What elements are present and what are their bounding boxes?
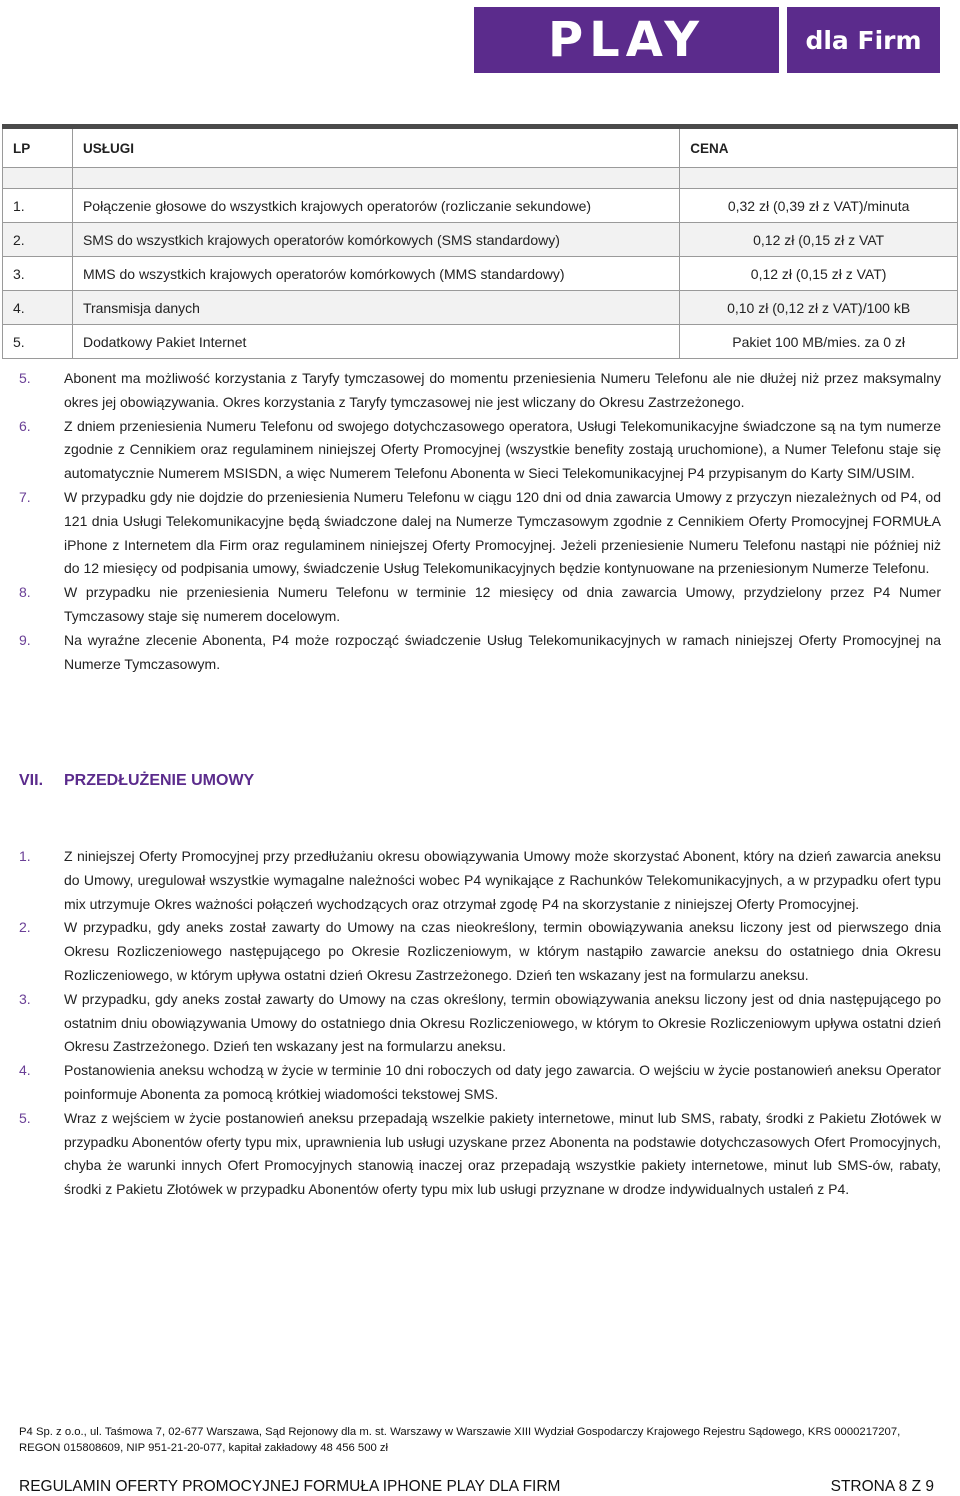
list-item: [19, 988, 941, 1059]
list-item-text: W przypadku gdy nie dojdzie do przeniesienia Numeru Telefonu w ciągu 120 dni od dnia zawarcia Umowy z przyczyn niezależnych od P4, od 121 dnia Usługi Telekomunikacyjne będą świadczone dalej na Numerze Tymczasowym zgodnie z Cennikiem Oferty Promocyjnej FORMUŁA iPhone z Internetem dla Firm oraz regulaminem niniejszej Oferty Promocyjnej. Jeżeli przeniesienie Numeru Telefonu nastąpi nie później niż do 12 miesięcy od podpisania umowy, świadczenie Usług Telekomunikacyjnych będzie kontynuowane na przeniesionym Numerze Telefonu.: [64, 488, 941, 577]
cell-service: SMS do wszystkich krajowych operatorów komórkowych (SMS standardowy): [72, 223, 679, 257]
table-row: [3, 223, 958, 257]
list-item-text: Z niniejszej Oferty Promocyjnej przy przedłużaniu okresu obowiązywania Umowy może skorzystać Abonent, który na dzień zawarcia aneksu do Umowy, uregulował wszystkie wymagalne należności wobec P4 wynikające z Rachunków Telekomunikacyjnych, a w przypadku ofert typu mix utrzymuje Okres ważności połączeń wychodzących oraz otrzymał zgodę P4 na skorzystanie z niniejszej Oferty Promocyjnej.: [64, 848, 941, 912]
list-item-text: W przypadku nie przeniesienia Numeru Telefonu w terminie 12 miesięcy od dnia zawarcia Umowy, przydzielony przez P4 Numer Tymczasowy staje się numerem docelowym.: [64, 584, 941, 624]
list-item-text: Abonent ma możliwość korzystania z Taryfy tymczasowej do momentu przeniesienia Numeru Telefonu ale nie dłużej niż przez maksymalny okres jej obowiązywania. Okres korzystania z Taryfy tymczasowej nie jest wliczany do Okresu Zastrzeżonego.: [64, 370, 941, 410]
footer-title: REGULAMIN OFERTY PROMOCYJNEJ FORMUŁA IPHONE PLAY DLA FIRM: [19, 1478, 561, 1495]
list-item-number: 2.: [19, 919, 31, 936]
play-logo: [474, 7, 940, 73]
list-item-number: 9.: [19, 631, 31, 648]
header-lp: LP: [3, 127, 73, 168]
list-item-number: 5.: [19, 1109, 31, 1126]
page-number: STRONA 8 Z 9: [830, 1478, 934, 1495]
table-spacer-row: [3, 168, 958, 189]
list-item: [19, 581, 941, 629]
list-item-number: 7.: [19, 488, 31, 505]
header-price: CENA: [680, 127, 958, 168]
list-item-text: Wraz z wejściem w życie postanowień aneksu przepadają wszelkie pakiety internetowe, minut lub SMS, rabaty, środki z Pakietu Złotówek w przypadku Abonentów oferty typu mix, uprawnienia lub usługi uzyskane przez Abonenta na podstawie dotychczasowych Ofert Promocyjnych, chyba że warunki innych Ofert Promocyjnych stanowią inaczej oraz przepadają wszystkie pakiety internetowe, minut lub SMS-ów, rabaty, środki z Pakietu Złotówek w przypadku Abonentów oferty typu mix lub usługi przyznane w drodze indywidualnych ustaleń z P4.: [64, 1109, 941, 1198]
cell-lp: 3.: [3, 257, 73, 291]
list-item-number: 1.: [19, 848, 31, 864]
list-item: [19, 1107, 941, 1202]
list-item-number: 8.: [19, 584, 31, 601]
footer-address: [19, 1424, 944, 1456]
cell-price: 0,12 zł (0,15 zł z VAT: [680, 223, 958, 257]
cell-price: 0,10 zł (0,12 zł z VAT)/100 kB: [680, 291, 958, 325]
price-table: [2, 124, 958, 359]
section-number: VII.: [19, 772, 44, 789]
table-row: [3, 291, 958, 325]
play-logo-text: PLAY: [474, 7, 779, 73]
list-item-text: W przypadku, gdy aneks został zawarty do Umowy na czas określony, termin obowiązywania aneksu liczony jest od dnia następującego po ostatnim dniu obowiązywania Umowy do ostatniego dnia Okresu Rozliczeniowego, w którym to Okresie Rozliczeniowym upływa ostatni dzień Okresu Zastrzeżonego. Dzień ten wskazany jest na formularzu aneksu.: [64, 990, 941, 1055]
list-item-text: Postanowienia aneksu wchodzą w życie w terminie 10 dni roboczych od daty jego zawarcia. O wejściu w życie postanowień aneksu Operator poinformuje Abonenta za pomocą krótkiej wiadomości tekstowej SMS.: [64, 1062, 941, 1102]
cell-lp: 5.: [3, 325, 73, 359]
cell-service: Transmisja danych: [72, 291, 679, 325]
cell-price: Pakiet 100 MB/mies. za 0 zł: [680, 325, 958, 359]
cell-service: MMS do wszystkich krajowych operatorów komórkowych (MMS standardowy): [72, 257, 679, 291]
list-item: [19, 486, 941, 581]
cell-lp: 4.: [3, 291, 73, 325]
list-item: [19, 1059, 941, 1107]
list-item-number: 3.: [19, 990, 31, 1007]
section-heading: [19, 772, 254, 790]
list-item: [19, 367, 941, 415]
list-item: [19, 845, 941, 916]
table-row: [3, 189, 958, 223]
list-item-number: 5.: [19, 370, 31, 386]
list-item-text: Z dniem przeniesienia Numeru Telefonu od swojego dotychczasowego operatora, Usługi Telekomunikacyjne świadczone są na tym numerze zgodnie z Cennikiem oraz regulaminem niniejszej Oferty Promocyjnej (wszystkie benefity zostają uruchomione), a Numer Telefonu staje się automatycznie Numerem MSISDN, a więc Numerem Telefonu Abonenta w Sieci Telekomunikacyjnej P4 przypisanym do Karty SIM/USIM.: [64, 417, 941, 482]
cell-service: Połączenie głosowe do wszystkich krajowych operatorów (rozliczanie sekundowe): [72, 189, 679, 223]
list-item: [19, 629, 941, 677]
table-header-row: [3, 127, 958, 168]
numbered-list-1: [19, 367, 941, 676]
list-item-text: W przypadku, gdy aneks został zawarty do Umowy na czas nieokreślony, termin obowiązywania aneksu liczony jest od pierwszego dnia Okresu Rozliczeniowego następującego po Okresie Rozliczeniowym, w którym nastąpiło zawarcie aneksu do ostatniego dnia Okresu Rozliczeniowego, w którym upływa ostatni dzień Okresu Zastrzeżonego. Dzień ten wskazany jest na formularzu aneksu.: [64, 919, 941, 983]
dla-firm-logo-text: dla Firm: [787, 7, 940, 73]
list-item: [19, 916, 941, 987]
footer: [19, 1478, 934, 1496]
cell-lp: 1.: [3, 189, 73, 223]
cell-service: Dodatkowy Pakiet Internet: [72, 325, 679, 359]
table-row: [3, 257, 958, 291]
numbered-list-2: [19, 845, 941, 1202]
section-title: PRZEDŁUŻENIE UMOWY: [64, 772, 255, 789]
cell-lp: 2.: [3, 223, 73, 257]
footer-address-line-2: REGON 015808609, NIP 951-21-20-077, kapitał zakładowy 48 456 500 zł: [19, 1442, 389, 1454]
list-item-number: 4.: [19, 1062, 31, 1079]
list-item: [19, 415, 941, 486]
list-item-number: 6.: [19, 417, 31, 434]
cell-price: 0,32 zł (0,39 zł z VAT)/minuta: [680, 189, 958, 223]
list-item-text: Na wyraźne zlecenie Abonenta, P4 może rozpocząć świadczenie Usług Telekomunikacyjnych w ramach niniejszej Oferty Promocyjnej na Numerze Tymczasowym.: [64, 631, 941, 672]
cell-price: 0,12 zł (0,15 zł z VAT): [680, 257, 958, 291]
footer-address-line-1: P4 Sp. z o.o., ul. Taśmowa 7, 02-677 Warszawa, Sąd Rejonowy dla m. st. Warszawy w Warszawie XIII Wydział Gospodarczy Krajowego Rejestru Sądowego, KRS 0000217207,: [19, 1426, 901, 1438]
header-service: USŁUGI: [72, 127, 679, 168]
table-row: [3, 325, 958, 359]
